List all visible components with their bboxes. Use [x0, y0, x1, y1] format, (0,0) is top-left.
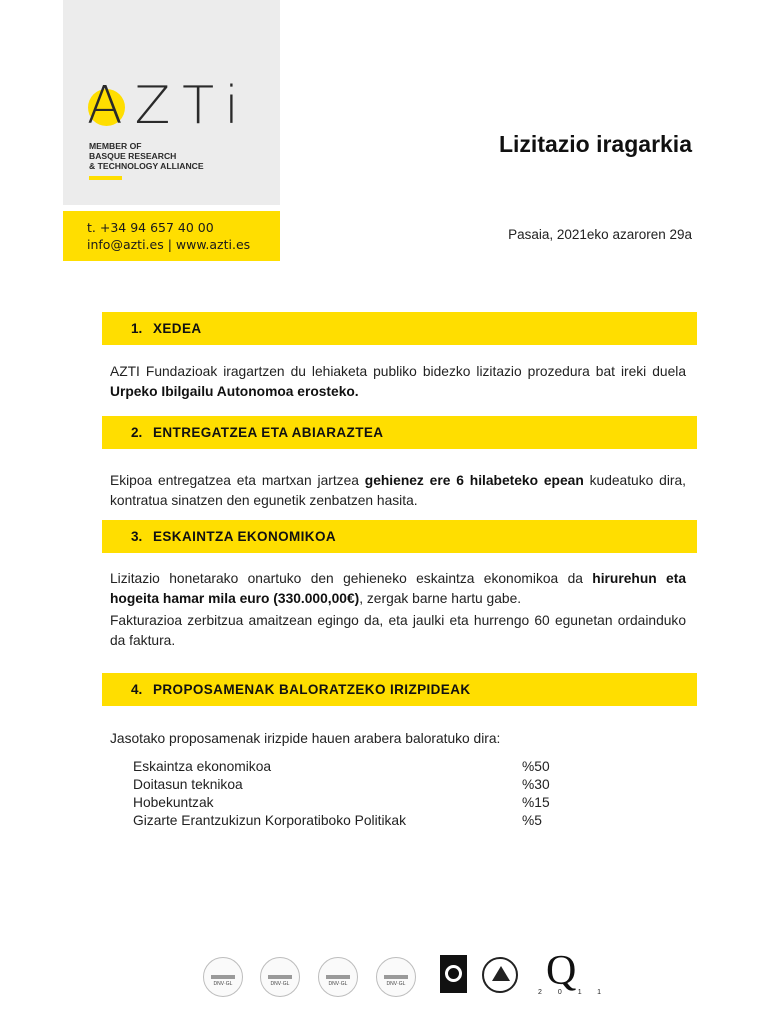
- section-title: ESKAINTZA EKONOMIKOA: [153, 529, 336, 544]
- criterion-percent: %15: [522, 795, 550, 810]
- dnv-certification-badge: DNV·GL: [318, 957, 358, 997]
- phone-text: t. +34 94 657 40 00: [87, 220, 214, 235]
- section-title: ENTREGATZEA ETA ABIARAZTEA: [153, 425, 384, 440]
- q-quality-logo: Q: [546, 948, 577, 994]
- criteria-list: [133, 758, 563, 830]
- section-heading-2: [102, 416, 697, 449]
- quality-year: 2011: [538, 989, 618, 996]
- document-title: Lizitazio iragarkia: [498, 131, 692, 157]
- alliance-membership: [89, 141, 204, 171]
- member-line: BASQUE RESEARCH: [89, 151, 177, 161]
- section-heading-4: [102, 673, 697, 706]
- section-number: 1.: [131, 321, 143, 336]
- section-1-paragraph: AZTI Fundazioak iragartzen du lehiaketa publiko bidezko lizitazio prozedura bat ireki duela Urpeko Ibilgailu Autonomoa erosteko.: [110, 364, 686, 399]
- section-4-paragraph: Jasotako proposamenak irizpide hauen arabera baloratuko dira:: [110, 731, 501, 746]
- section-3-paragraph-1: Lizitazio honetarako onartuko den gehieneko eskaintza ekonomikoa da hirurehun eta hogeita hamar mila euro (330.000,00€), zergak barne hartu gabe.: [110, 571, 686, 606]
- azti-logo: AZTi: [87, 76, 251, 136]
- criterion-percent: %30: [522, 777, 550, 792]
- criteria-row: [133, 812, 563, 830]
- logo-underline: [89, 176, 122, 180]
- criteria-row: [133, 794, 563, 812]
- section-title: PROPOSAMENAK BALORATZEKO IRIZPIDEAK: [153, 682, 471, 697]
- criterion-name: Gizarte Erantzukizun Korporatiboko Politikak: [133, 813, 407, 828]
- criterion-percent: %50: [522, 759, 550, 774]
- criteria-row: [133, 776, 563, 794]
- certification-logos: [203, 948, 618, 1000]
- dnv-certification-badge: DNV·GL: [376, 957, 416, 997]
- criterion-name: Eskaintza ekonomikoa: [133, 759, 272, 774]
- section-number: 4.: [131, 682, 143, 697]
- web-links[interactable]: info@azti.es | www.azti.es: [87, 237, 251, 252]
- logo-panel: [63, 0, 280, 205]
- dnv-certification-badge: DNV·GL: [203, 957, 243, 997]
- section-number: 3.: [131, 529, 143, 544]
- criterion-name: Hobekuntzak: [133, 795, 214, 810]
- contact-panel: [63, 211, 280, 261]
- member-line: & TECHNOLOGY ALLIANCE: [89, 161, 204, 171]
- section-heading-1: [102, 312, 697, 345]
- criterion-percent: %5: [522, 813, 542, 828]
- criterion-name: Doitasun teknikoa: [133, 777, 243, 792]
- section-2-paragraph: Ekipoa entregatzea eta martxan jartzea gehienez ere 6 hilabeteko epean kudeatuko dira, kontratua sinatzen den egunetik zenbatzen hasita.: [110, 473, 686, 508]
- section-heading-3: [102, 520, 697, 553]
- section-3-paragraph-2: Fakturazioa zerbitzua amaitzean egingo da, eta jaulki eta hurrengo 60 egunetan ordainduko da faktura.: [110, 613, 686, 648]
- section-title: XEDEA: [153, 321, 202, 336]
- quality-seal-icon: [440, 955, 467, 993]
- triangle-award-icon: [482, 957, 518, 993]
- criteria-row: [133, 758, 563, 776]
- document-date: Pasaia, 2021eko azaroren 29a: [508, 227, 692, 242]
- member-line: MEMBER OF: [89, 141, 142, 151]
- dnv-certification-badge: DNV·GL: [260, 957, 300, 997]
- section-number: 2.: [131, 425, 143, 440]
